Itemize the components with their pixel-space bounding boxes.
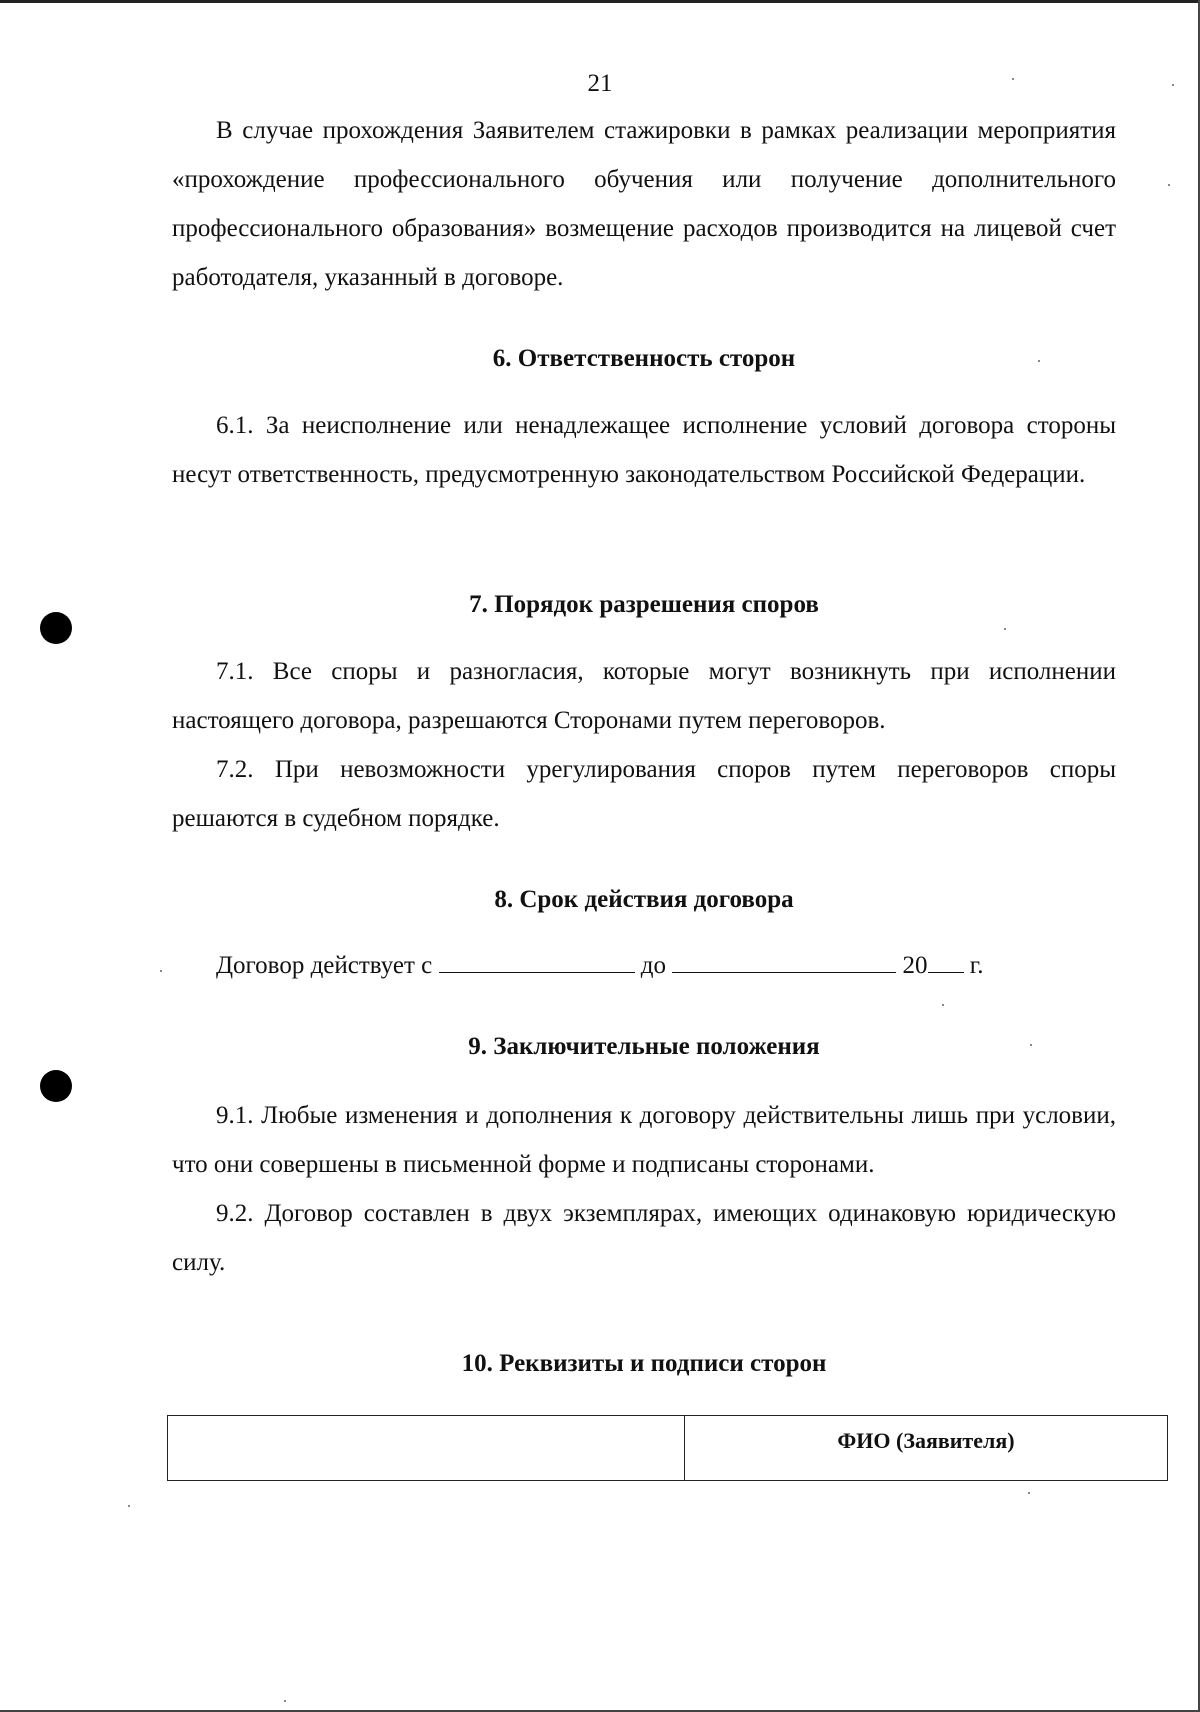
term-year-blank bbox=[928, 948, 964, 973]
section-8-heading: 8. Срок действия договора bbox=[494, 886, 794, 913]
scan-speck bbox=[1012, 78, 1014, 80]
term-middle: до bbox=[640, 952, 667, 979]
punch-hole-lower bbox=[40, 1070, 72, 1102]
scan-speck bbox=[942, 1004, 944, 1006]
scan-speck bbox=[284, 1700, 286, 1702]
section-7-heading: 7. Порядок разрешения споров bbox=[469, 591, 819, 618]
section-9-heading: 9. Заключительные положения bbox=[468, 1033, 820, 1060]
scan-speck bbox=[1028, 1492, 1030, 1494]
signature-row bbox=[168, 1416, 1168, 1481]
intro-paragraph: В случае прохождения Заявителем стажировки в рамках реализации мероприятия «прохождение профессионального обучения или получение дополнительного профессионального образования» возмещение расходов производится на лицевой счет работодателя, указанный в договоре. bbox=[172, 117, 1116, 291]
term-line bbox=[216, 948, 983, 980]
scan-speck bbox=[160, 970, 162, 972]
scan-speck bbox=[1168, 184, 1170, 186]
scan-speck bbox=[128, 1505, 130, 1507]
signature-cell-applicant: ФИО (Заявителя) bbox=[685, 1416, 1168, 1481]
signature-cell-left bbox=[168, 1416, 685, 1481]
section-10-heading: 10. Реквизиты и подписи сторон bbox=[461, 1350, 827, 1377]
scan-speck bbox=[1030, 1044, 1032, 1046]
scan-speck bbox=[1172, 84, 1174, 86]
section-6-heading: 6. Ответственность сторон bbox=[492, 345, 796, 372]
scan-speck bbox=[1004, 628, 1006, 630]
term-end-blank bbox=[672, 948, 896, 973]
clause-7-1: 7.1. Все споры и разногласия, которые могут возникнуть при исполнении настоящего договора, разрешаются Сторонами путем переговоров. bbox=[172, 658, 1116, 734]
term-prefix: Договор действует с bbox=[216, 952, 433, 979]
scan-speck bbox=[1038, 360, 1040, 362]
term-suffix: г. bbox=[969, 952, 984, 979]
scan-border-top bbox=[0, 0, 1200, 3]
page-number: 21 bbox=[587, 70, 613, 97]
clause-7-2: 7.2. При невозможности урегулирования споров путем переговоров споры решаются в судебном порядке. bbox=[172, 756, 1116, 832]
punch-hole-upper bbox=[40, 612, 72, 644]
clause-6-1: 6.1. За неисполнение или ненадлежащее исполнение условий договора стороны несут ответственность, предусмотренную законодательством Российской Федерации. bbox=[172, 412, 1116, 488]
clause-9-1: 9.1. Любые изменения и дополнения к договору действительны лишь при условии, что они совершены в письменной форме и подписаны сторонами. bbox=[172, 1102, 1116, 1178]
term-start-blank bbox=[439, 948, 635, 973]
clause-9-2: 9.2. Договор составлен в двух экземплярах, имеющих одинаковую юридическую силу. bbox=[172, 1200, 1116, 1276]
signature-table bbox=[167, 1415, 1168, 1481]
term-year-prefix: 20 bbox=[902, 952, 928, 979]
